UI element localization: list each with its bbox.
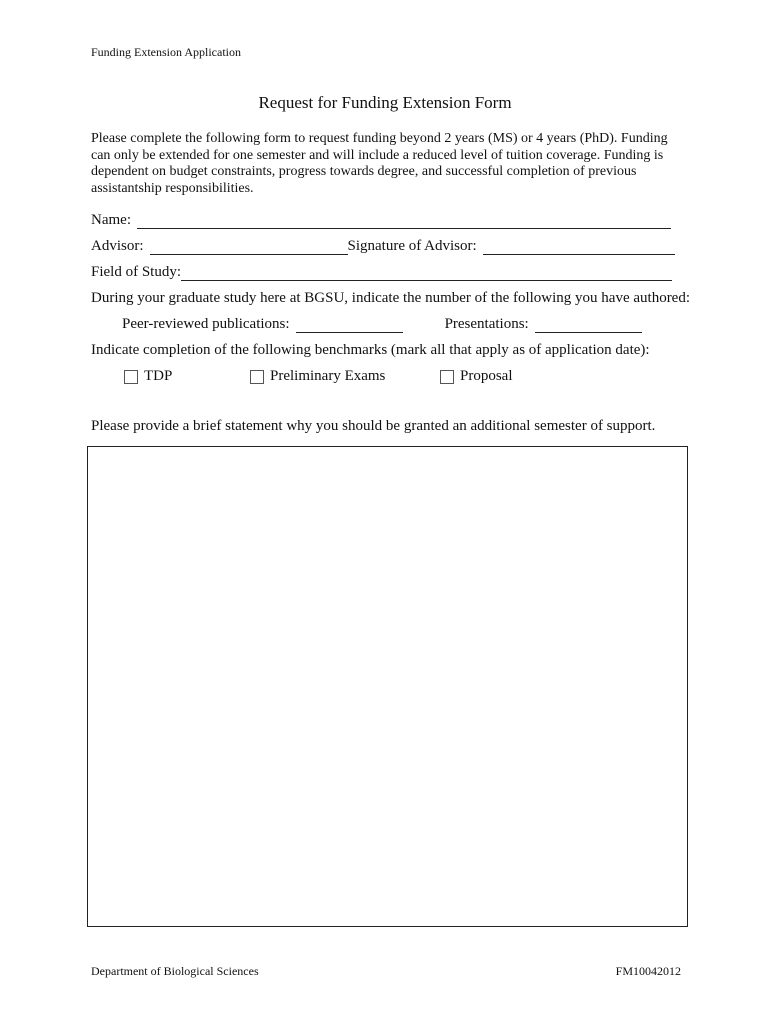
authored-counts-row (122, 316, 642, 333)
benchmark-option-preliminary-exams[interactable] (250, 368, 385, 385)
field-of-study-label: Field of Study: (91, 264, 182, 280)
intro-paragraph: Please complete the following form to request funding beyond 2 years (MS) or 4 years (PhD). Funding can only be extended for one semester and will include a reduced level of tuition coverage. Funding is dependent on budget constraints, progress towards degree, and successful completion of previous assistantship responsibilities. (91, 131, 668, 196)
authored-prompt: During your graduate study here at BGSU, indicate the number of the following you have authored: (91, 290, 691, 306)
footer-department: Department of Biological Sciences (91, 964, 259, 978)
benchmark-option-tdp[interactable] (124, 368, 172, 385)
advisor-label: Advisor: (91, 238, 144, 254)
footer-form-code: FM10042012 (615, 964, 681, 978)
name-row (91, 212, 671, 229)
preliminary-exams-checkbox[interactable] (250, 370, 264, 384)
statement-prompt: Please provide a brief statement why you should be granted an additional semester of support. (91, 418, 656, 434)
tdp-checkbox[interactable] (124, 370, 138, 384)
tdp-label: TDP (144, 368, 173, 384)
form-title: Request for Funding Extension Form (258, 93, 512, 112)
proposal-checkbox[interactable] (440, 370, 454, 384)
preliminary-exams-label: Preliminary Exams (270, 368, 386, 384)
benchmarks-prompt: Indicate completion of the following benchmarks (mark all that apply as of application date): (91, 342, 650, 358)
presentations-label: Presentations: (444, 316, 529, 332)
signature-label: Signature of Advisor: (347, 238, 477, 254)
name-field[interactable] (137, 215, 671, 229)
name-label: Name: (91, 212, 131, 228)
proposal-label: Proposal (460, 368, 513, 384)
publications-label: Peer-reviewed publications: (122, 316, 290, 332)
field-of-study-row (91, 264, 672, 281)
benchmark-option-proposal[interactable] (440, 368, 513, 385)
advisor-row (91, 238, 675, 255)
statement-textarea[interactable] (87, 446, 688, 927)
publications-field[interactable] (296, 319, 403, 333)
document-header: Funding Extension Application (91, 45, 241, 59)
signature-field[interactable] (483, 241, 675, 255)
advisor-field[interactable] (150, 241, 348, 255)
presentations-field[interactable] (535, 319, 642, 333)
field-of-study-field[interactable] (181, 267, 672, 281)
